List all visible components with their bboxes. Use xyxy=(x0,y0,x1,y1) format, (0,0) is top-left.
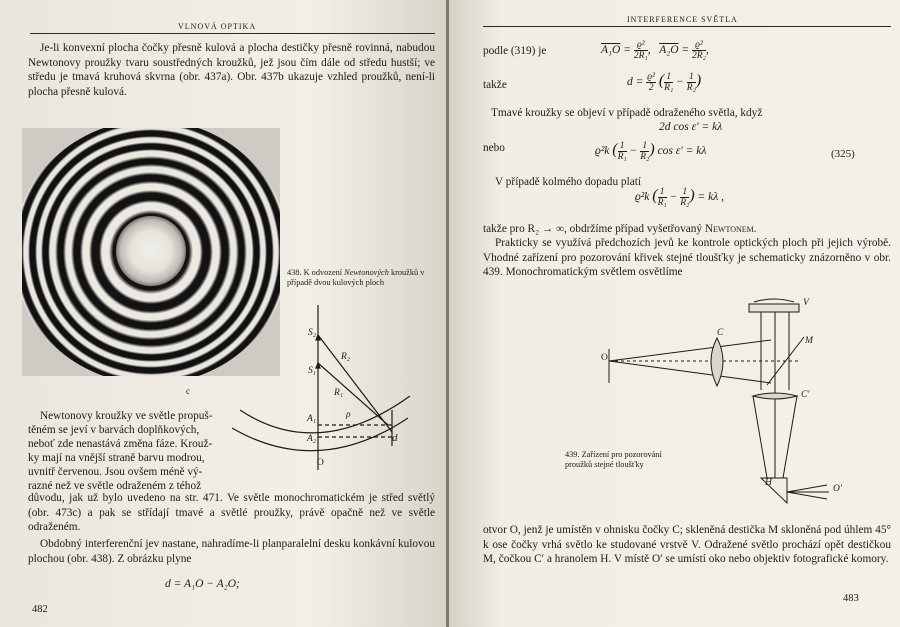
label-fig439-o2: O′ xyxy=(833,484,842,494)
eq1-num2: ϱ² xyxy=(692,40,706,51)
eq5-den-r1: R₁ xyxy=(657,198,667,208)
fig438-number: 438. xyxy=(287,268,302,277)
para-limit-text: takže pro R₂ → ∞, obdržíme případ vyšetřovaný xyxy=(483,223,703,235)
eq1-lhs1: A₁O xyxy=(601,44,621,57)
eq2-one-a: 1 xyxy=(664,72,673,83)
label-fig439-c2: C′ xyxy=(801,390,810,400)
eq5-post: = kλ , xyxy=(697,191,725,204)
eq1-num1: ϱ² xyxy=(634,40,648,51)
label-rho: ρ xyxy=(346,410,351,420)
label-fig439-c: C xyxy=(717,328,724,338)
left-page xyxy=(0,0,447,627)
para2-line-4: ky mají na vnější straně barvu modrou, xyxy=(28,452,205,464)
eq4-post: cos ε′ = kλ xyxy=(657,145,707,158)
label-fig439-m: M xyxy=(805,336,813,346)
equation-3: 2d cos ε′ = kλ xyxy=(659,121,723,133)
text-normal-incidence: V případě kolmého dopadu platí xyxy=(495,176,641,188)
label-fig439-o: O xyxy=(601,353,608,363)
equation-4: ϱ²k ( $\frac{1}{\text{R₁}}$ − $\frac{1}{\text{R₂}}$ ) cos ε′ = kλ xyxy=(595,141,707,162)
eq2-den: 2 xyxy=(648,83,654,93)
eq1-den1: 2R₁ xyxy=(633,51,648,61)
paragraph-apparatus: otvor O, jenž je umístěn v ohnisku čočky C; skleněná destička M skloněná pod úhlem 45° k ose čočky vrhá světlo ke studované vrstvě V. Odražené světlo prochází opět destičkou M, čočkou C′ a hranolem H. V místě O′ se umístí oko nebo objektiv fotografické komory. xyxy=(483,524,891,566)
equation-d: d = A₁O − A₂O; xyxy=(165,578,240,590)
label-r2: R₂ xyxy=(341,352,351,362)
text-dark-rings: Tmavé kroužky se objeví v případě odraženého světla, když xyxy=(491,107,763,119)
text-podle: podle (319) je xyxy=(483,45,547,57)
page-number-right: 483 xyxy=(843,593,859,604)
para2-line-5: uvnitř červenou. Jsou ovšem méně vý- xyxy=(28,466,203,478)
fig438-text-italic: Newtonových xyxy=(344,268,389,277)
paragraph-concave-surface: Obdobný interferenční jev nastane, nahradíme-li planparalelní desku konkávní kulovou plochou (obr. 438). Z obrázku plyne xyxy=(28,538,435,565)
fig438-text-a: K odvození xyxy=(303,268,343,277)
eq2-den-r2: R₂ xyxy=(686,83,696,93)
eq4-one-a: 1 xyxy=(618,141,627,152)
eq5-one-a: 1 xyxy=(658,187,667,198)
label-o: O xyxy=(317,458,324,468)
equation-5: ϱ²k ( $\frac{1}{\text{R₁}}$ − $\frac{1}{\text{R₂}}$ ) = kλ , xyxy=(635,187,725,208)
label-d: d xyxy=(392,432,398,444)
text-takze: takže xyxy=(483,79,507,91)
paragraph-practical: Prakticky se využívá předchozích jevů ke kontrole optických ploch při jejich výrobě. Vhodné zařízení pro pozorování křivek stejné tloušťky je schematicky znázorněno v obr. 439. Monochromatickým světlem osvětlíme xyxy=(483,237,891,279)
label-fig439-h: H xyxy=(765,478,772,488)
eq4-den-r1: R₁ xyxy=(617,152,627,162)
eq2-lhs: d = xyxy=(627,76,644,89)
label-a1: A₁ xyxy=(307,414,317,424)
para2-line-1: Newtonovy kroužky ve světle propuš- xyxy=(40,410,213,422)
fig439-caption: 439. Zařízení pro pozorování proužků stejné tloušťky xyxy=(565,450,662,469)
para2-line-3: neboť zde nenastává změna fáze. Krouž- xyxy=(28,438,213,450)
para2-line-2: těném se jeví v barvách doplňkových, xyxy=(28,424,200,436)
label-s2: S₂ xyxy=(308,328,317,338)
para2-rest: důvodu, jak už bylo uvedeno na str. 471. Ve světle monochromatickém je střed světlý (obr. 473c) a pak se střídají tmavé a světlé proužky, právě opačně než ve světle odraženém. xyxy=(28,492,435,534)
eq2-num: ϱ² xyxy=(647,72,655,82)
eq4-den-r2: R₂ xyxy=(640,152,650,162)
photo-label: c xyxy=(186,386,190,396)
equation-1: A₁O = $\frac{\text{ϱ²}}{\text{2R₁}}$ , A₂O = $\frac{\text{ϱ²}}{\text{2R₂}}$ , xyxy=(601,40,709,61)
para2-line-6: razné než ve světle odraženém z téhož xyxy=(28,480,202,492)
running-head-right: INTERFERENCE SVĚTLA xyxy=(627,15,738,24)
text-nebo: nebo xyxy=(483,142,505,154)
eq2-den-r1: R₁ xyxy=(664,83,674,93)
eq4-pre: ϱ²k xyxy=(595,145,610,158)
eq1-den2: 2R₂ xyxy=(692,51,706,61)
running-head-left: VLNOVÁ OPTIKA xyxy=(178,22,257,31)
eq5-pre: ϱ²k xyxy=(635,191,650,204)
eq5-den-r2: R₂ xyxy=(680,198,690,208)
fig438-text-b: kroužků v případě dvou kulových ploch xyxy=(287,268,425,287)
right-page xyxy=(449,0,900,627)
eq5-one-b: 1 xyxy=(680,187,689,198)
eq4-one-b: 1 xyxy=(640,141,649,152)
label-fig439-v: V xyxy=(803,298,809,308)
equation-2: d = $\frac{\text{ϱ²}}{2}$ ( $\frac{1}{\text{R₁}}$ − $\frac{1}{\text{R₂}}$ ) xyxy=(627,72,702,93)
paragraph-newton-rings: Je-li konvexní plocha čočky přesně kulová a plocha destičky přesně rovinná, nabudou Newtonovy proužky tvaru soustředných kroužků, jež jsou čím dále od středu hustší; ve středu je tmavá kruhová skvrna (obr. 437a). Obr. 437b ukazuje vzhled proužků, není-li plocha přesně kulová. xyxy=(28,42,435,98)
page-number-left: 482 xyxy=(32,604,48,615)
para-limit-name: Newtonem. xyxy=(704,223,757,235)
label-s1: S₁ xyxy=(308,366,317,376)
equation-number: (325) xyxy=(831,148,855,160)
eq1-lhs2: A₂O xyxy=(659,44,679,57)
label-r1: R₁ xyxy=(334,388,344,398)
eq2-one-b: 1 xyxy=(687,72,696,83)
label-a2: A₂ xyxy=(307,434,317,444)
